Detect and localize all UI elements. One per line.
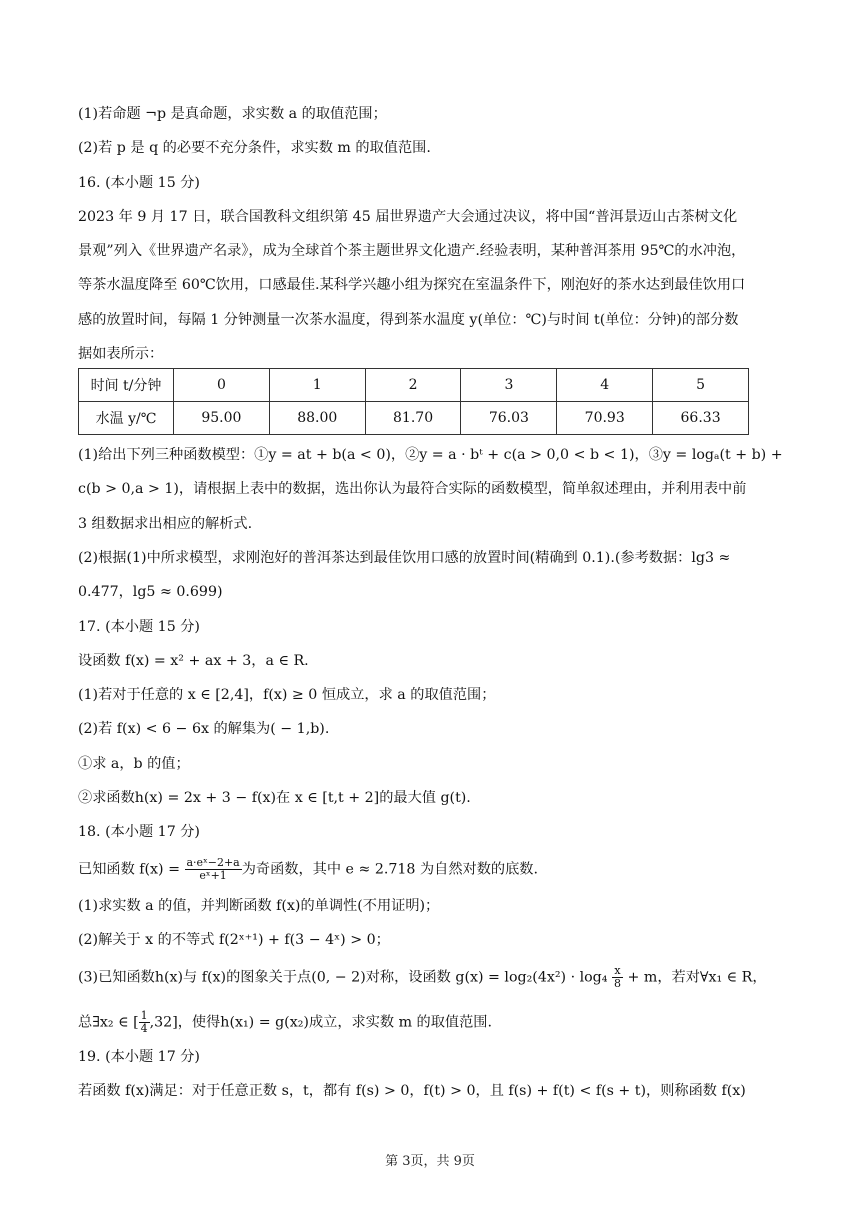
q18-part1: (1)求实数 a 的值，并判断函数 f(x)的单调性(不用证明)；: [78, 897, 440, 914]
q17-part2: (2)若 f(x) < 6 − 6x 的解集为( − 1,b).: [78, 721, 330, 738]
q16-text-4: 感的放置时间，每隔 1 分钟测量一次茶水温度，得到茶水温度 y(单位：℃)与时间 t(单位：分钟)的部分数: [78, 311, 739, 328]
q18-part3-fraction-denominator: 8: [613, 976, 621, 990]
q16-part1-b: c(b > 0,a > 1)，请根据上表中的数据，选出你认为最符合实际的函数模型，简单叙述理由，并利用表中前: [78, 481, 747, 498]
q18-part3-b-fraction: [139, 1010, 150, 1035]
table-header-temp: 水温 y/℃: [79, 402, 174, 435]
q18-part3-b-fraction-numerator: 1: [140, 1008, 148, 1022]
exam-page: [78, 104, 782, 1115]
q18-part3-fraction: [612, 965, 623, 990]
q16-text-1: 2023 年 9 月 17 日，联合国教科文组织第 45 届世界遗产大会通过决议，将中国“普洱景迈山古茶树文化: [78, 208, 738, 225]
q18-part3-a: [78, 965, 782, 990]
q16-part2-b: 0.477，lg5 ≈ 0.699): [78, 584, 223, 601]
q19-text: 若函数 f(x)满足：对于任意正数 s，t，都有 f(s) > 0，f(t) > 0，且 f(s) + f(t) < f(s + t)，则称函数 f(x): [78, 1082, 746, 1099]
q18-part3-b: [78, 1010, 782, 1035]
q17-part1: (1)若对于任意的 x ∈ [2,4]，f(x) ≥ 0 恒成立，求 a 的取值范围；: [78, 687, 496, 704]
table-cell: 76.03: [461, 402, 557, 435]
q18-text: [78, 857, 782, 882]
q16-part1-c: 3 组数据求出相应的解析式.: [78, 515, 253, 532]
q18-fraction-denominator: eˣ+1: [199, 868, 227, 882]
q16-heading: 16. (本小题 15 分): [78, 174, 200, 191]
q19-heading: 19. (本小题 17 分): [78, 1048, 200, 1065]
temperature-table: [78, 368, 749, 435]
q18-part3-a-post: + m，若对∀x₁ ∈ R，: [627, 969, 767, 986]
table-cell: 0: [174, 369, 270, 402]
table-cell: 88.00: [269, 402, 365, 435]
q18-part3-b-post: ,32]，使得h(x₁) = g(x₂)成立，求实数 m 的取值范围.: [149, 1014, 492, 1031]
table-cell: 2: [365, 369, 461, 402]
q18-part3-fraction-numerator: x: [612, 965, 623, 978]
q18-text-pre: 已知函数 f(x) =: [78, 861, 180, 878]
table-cell: 66.33: [653, 402, 749, 435]
table-cell: 3: [461, 369, 557, 402]
q16-text-3: 等茶水温度降至 60℃饮用，口感最佳.某科学兴趣小组为探究在室温条件下，刚泡好的茶水达到最佳饮用口: [78, 277, 746, 294]
page-footer: 第 3页，共 9页: [385, 1154, 475, 1169]
q18-fraction-numerator: a·eˣ−2+a: [186, 855, 240, 869]
q17-text: 设函数 f(x) = x² + ax + 3，a ∈ R.: [78, 652, 309, 669]
q16-part2-a: (2)根据(1)中所求模型，求刚泡好的普洱茶达到最佳饮用口感的放置时间(精确到 0.1).(参考数据：lg3 ≈: [78, 549, 731, 566]
q17-heading: 17. (本小题 15 分): [78, 618, 200, 635]
q15-part1: (1)若命题 ¬p 是真命题，求实数 a 的取值范围；: [78, 106, 387, 122]
q16-text-5: 据如表所示：: [78, 346, 164, 363]
q16-part1-a: (1)给出下列三种函数模型：①y = at + b(a < 0)，②y = a · bᵗ + c(a > 0,0 < b < 1)，③y = logₐ(t + b) +: [78, 447, 783, 464]
table-cell: 70.93: [557, 402, 653, 435]
q18-heading: 18. (本小题 17 分): [78, 824, 200, 841]
table-cell: 1: [269, 369, 365, 402]
q18-part3-b-fraction-denominator: 4: [140, 1021, 148, 1035]
q18-part3-b-pre: 总∃x₂ ∈ [: [78, 1014, 139, 1031]
q17-part2-ii: ②求函数h(x) = 2x + 3 − f(x)在 x ∈ [t,t + 2]的最大值 g(t).: [78, 790, 471, 807]
q18-part3-a-pre: (3)已知函数h(x)与 f(x)的图象关于点(0, − 2)对称，设函数 g(x) = log₂(4x²) · log₄: [78, 969, 608, 986]
q18-part2: (2)解关于 x 的不等式 f(2ˣ⁺¹) + f(3 − 4ˣ) > 0；: [78, 932, 390, 949]
q18-text-post: 为奇函数，其中 e ≈ 2.718 为自然对数的底数.: [241, 861, 538, 878]
table-cell: 95.00: [174, 402, 270, 435]
table-header-time: 时间 t/分钟: [79, 369, 174, 402]
table-cell: 4: [557, 369, 653, 402]
q16-text-2: 景观”列入《世界遗产名录》，成为全球首个茶主题世界文化遗产.经验表明，某种普洱茶用 95℃的水冲泡，: [78, 243, 746, 260]
table-cell: 5: [653, 369, 749, 402]
table-row-temp: [79, 402, 749, 435]
q15-part2: (2)若 p 是 q 的必要不充分条件，求实数 m 的取值范围.: [78, 140, 431, 157]
table-cell: 81.70: [365, 402, 461, 435]
q18-fraction: [185, 857, 242, 882]
table-row-time: [79, 369, 749, 402]
q17-part2-i: ①求 a，b 的值；: [78, 755, 190, 772]
